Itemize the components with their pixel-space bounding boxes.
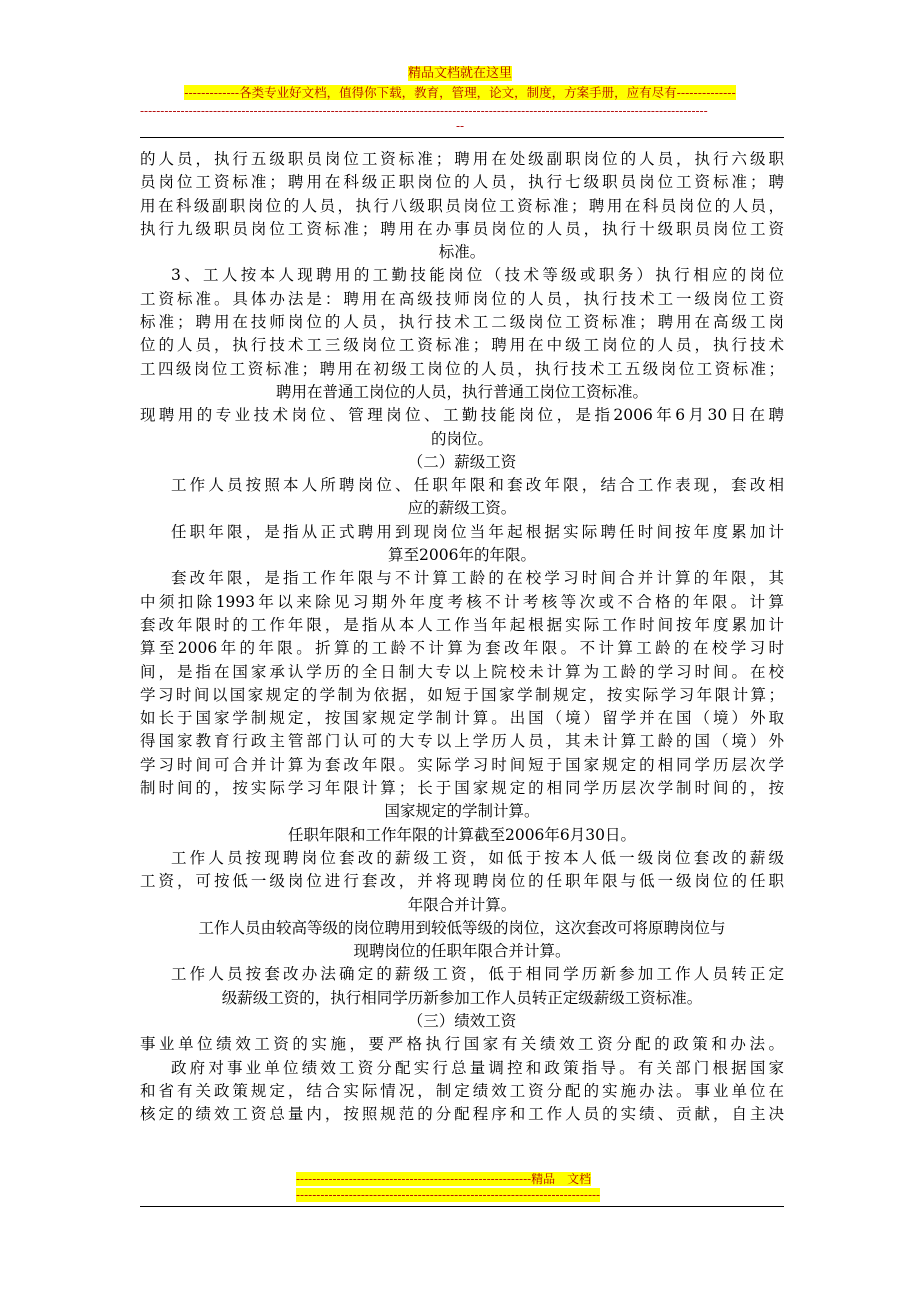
footer-rule: [140, 1206, 784, 1207]
body-line: 得国家教育行政主管部门认可的大专以上学历人员，其未计算工龄的国（境）外: [140, 732, 784, 751]
body-line: 任职年限和工作年限的计算截至2006年6月30日。: [287, 825, 637, 844]
body-line: 标准。: [438, 243, 486, 262]
body-line: 工资标准。具体办法是：聘用在高级技师岗位的人员，执行技术工一级岗位工资: [140, 289, 784, 308]
body-line: 学习时间以国家规定的学制为依据，如短于国家学制规定，按实际学习年限计算；: [140, 685, 784, 704]
body-line: 政府对事业单位绩效工资分配实行总量调控和政策指导。有关部门根据国家: [171, 1058, 784, 1077]
body-line: 学习时间可合并计算为套改年限。实际学习时间短于国家规定的相同学历层次学: [140, 755, 784, 774]
body-line: 位的人员，执行技术工三级岗位工资标准；聘用在中级工岗位的人员，执行技术: [140, 336, 784, 355]
footer-line-1: [296, 1172, 591, 1187]
body-line: 制时间的，按实际学习年限计算；长于国家规定的相同学历层次学制时间的，按: [140, 779, 784, 798]
body-line: 工作人员由较高等级的岗位聘用到较低等级的岗位，这次套改可将原聘岗位与: [198, 918, 726, 937]
body-line: 套改年限时的工作年限，是指从本人工作当年起根据实际工作时间按年度累加计: [140, 615, 784, 634]
body-line: 算至2006年的年限。: [388, 546, 536, 565]
body-line: 间，是指在国家承认学历的全日制大专以上院校未计算为工龄的学习时间。在校: [140, 662, 784, 681]
document-body: [140, 148, 784, 1126]
header-dash-line: --------------------------------------------------------------------------------------------------------------------------------------------: [140, 104, 708, 118]
header-dash-tail: --: [456, 119, 465, 133]
body-line: 国家规定的学制计算。: [384, 802, 540, 821]
body-line: 执行九级职员岗位工资标准；聘用在办事员岗位的人员，执行十级职员岗位工资: [140, 219, 784, 238]
header-title: [0, 66, 920, 82]
section-heading: （二）薪级工资: [407, 452, 517, 471]
body-line: 的岗位。: [430, 429, 493, 448]
body-line: 工四级岗位工资标准；聘用在初级工岗位的人员，执行技术工五级岗位工资标准；: [140, 359, 784, 378]
footer-line-2-text: ---------------------------------------------------------------------------: [296, 1188, 601, 1202]
body-line: 工作人员按现聘岗位套改的薪级工资，如低于按本人低一级岗位套改的薪级: [171, 848, 784, 867]
body-line: 现聘用的专业技术岗位、管理岗位、工勤技能岗位，是指2006年6月30日在聘: [140, 406, 784, 425]
body-line: 算至2006年的年限。折算的工龄不计算为套改年限。不计算工龄的在校学习时: [140, 639, 784, 658]
footer-line-1-text: ----------------------------------------------------------精品 文档: [296, 1172, 592, 1186]
header-title-text: 精品文档就在这里: [407, 66, 512, 81]
body-line: 现聘岗位的任职年限合并计算。: [353, 942, 571, 961]
header-rule: [140, 137, 784, 138]
body-line: 工作人员按照本人所聘岗位、任职年限和套改年限，结合工作表现，套改相: [171, 476, 784, 495]
body-line: 套改年限，是指工作年限与不计算工龄的在校学习时间合并计算的年限，其: [171, 569, 784, 588]
body-line: 标准；聘用在技师岗位的人员，执行技术工二级岗位工资标准；聘用在高级工岗: [140, 313, 784, 332]
body-line: 应的薪级工资。: [407, 499, 517, 518]
header-tagline-text: -------------各类专业好文档，值得你下载，教育，管理，论文，制度，方案手册，应有尽有--------------: [184, 85, 736, 100]
footer-line-2: [296, 1188, 600, 1203]
body-line: 工作人员按套改办法确定的薪级工资，低于相同学历新参加工作人员转正定: [171, 965, 784, 984]
body-line: 聘用在普通工岗位的人员，执行普通工岗位工资标准。: [275, 382, 648, 401]
body-line: 员岗位工资标准；聘用在科级正职岗位的人员，执行七级职员岗位工资标准；聘: [140, 173, 784, 192]
header-tagline: [0, 85, 920, 101]
section-heading: （三）绩效工资: [407, 1011, 517, 1030]
body-line: 级薪级工资的，执行相同学历新参加工作人员转正定级薪级工资标准。: [221, 988, 703, 1007]
body-line: 中须扣除1993年以来除见习期外年度考核不计考核等次或不合格的年限。计算: [140, 592, 784, 611]
body-line: 用在科级副职岗位的人员，执行八级职员岗位工资标准；聘用在科员岗位的人员，: [140, 196, 784, 215]
body-line: 核定的绩效工资总量内，按照规范的分配程序和工作人员的实绩、贡献，自主决: [140, 1105, 784, 1124]
body-line: 工资，可按低一级岗位进行套改，并将现聘岗位的任职年限与低一级岗位的任职: [140, 872, 784, 891]
body-line: 的人员，执行五级职员岗位工资标准；聘用在处级副职岗位的人员，执行六级职: [140, 150, 784, 168]
body-line: 年限合并计算。: [407, 895, 517, 914]
body-line: 3、工人按本人现聘用的工勤技能岗位（技术等级或职务）执行相应的岗位: [171, 266, 784, 285]
body-line: 任职年限，是指从正式聘用到现岗位当年起根据实际聘任时间按年度累加计: [171, 522, 784, 541]
body-line: 和省有关政策规定，结合实际情况，制定绩效工资分配的实施办法。事业单位在: [140, 1081, 784, 1100]
body-line: 如长于国家学制规定，按国家规定学制计算。出国（境）留学并在国（境）外取: [140, 709, 784, 728]
body-line: 事业单位绩效工资的实施，要严格执行国家有关绩效工资分配的政策和办法。: [140, 1035, 784, 1054]
